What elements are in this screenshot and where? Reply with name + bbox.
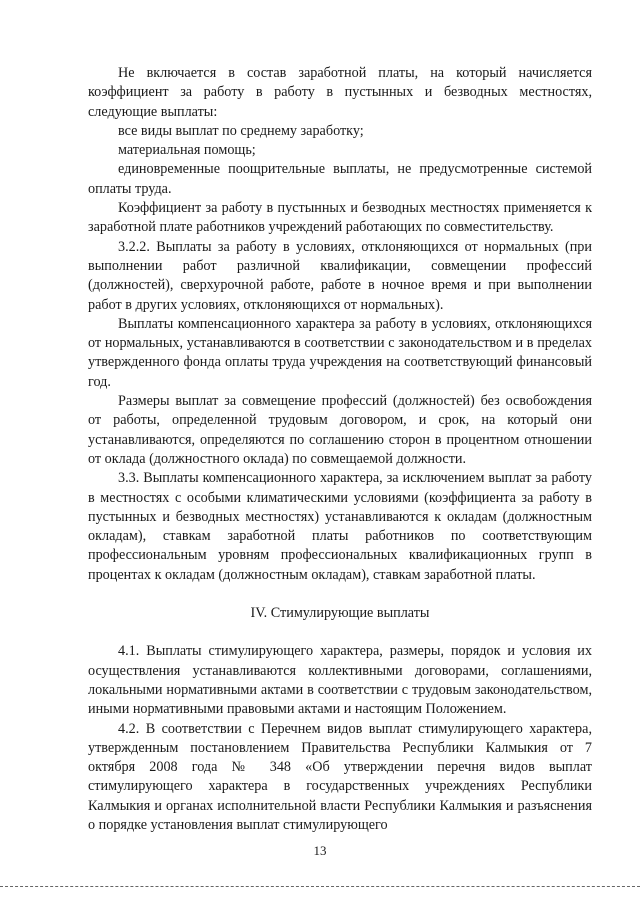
paragraph-3-3: 3.3. Выплаты компенсационного характера, за исключением выплат за работу в местностях с особыми климатическими условиями (коэффициента за работу в пустынных и безводных местностях) устанавливаются к окладам (должностным окладам), ставкам заработной платы работников по соответствующим профессиональным уровням профессиональных квалификационных групп в процентах к окладам (должностным окладам), ставкам заработной платы. [88, 470, 592, 583]
page-number: 13 [313, 843, 327, 858]
paragraph-coefficient-part-time: Коэффициент за работу в пустынных и безводных местностях применяется к заработной плате работников учреждений работающих по совместительству. [88, 200, 592, 236]
list-item-material-aid: материальная помощь; [118, 142, 256, 159]
list-item-average-earnings: все виды выплат по среднему заработку; [118, 122, 364, 139]
section-heading-iv: IV. Стимулирующие выплаты [250, 605, 430, 622]
list-item-one-time-payments: единовременные поощрительные выплаты, не предусмотренные системой оплаты труда. [88, 161, 592, 197]
paragraph-3-2-2: 3.2.2. Выплаты за работу в условиях, отклоняющихся от нормальных (при выполнении работ различной квалификации, совмещении профессий (должностей), сверхурочной работе, работе в ночное время и при выполнении работ в других условиях, отклоняющихся от нормальных). [88, 238, 592, 313]
footer-divider [0, 886, 640, 888]
paragraph-combination-sizes: Размеры выплат за совмещение профессий (должностей) без освобождения от работы, определенной трудовым договором, и срок, на который они устанавливаются, определяются по соглашению сторон в процентном отношении от оклада (должностного оклада) по совмещаемой должности. [88, 393, 592, 467]
paragraph-compensation-payments: Выплаты компенсационного характера за работу в условиях, отклоняющихся от нормальных, устанавливаются в соответствии с законодательством и в пределах утвержденного фонда оплаты труда учреждения на соответствующий финансовый год. [88, 315, 592, 390]
page-content [88, 64, 592, 835]
paragraph-4-1: 4.1. Выплаты стимулирующего характера, размеры, порядок и условия их осуществления устанавливаются коллективными договорами, соглашениями, локальными нормативными актами в соответствии с трудовым законодательством, иными нормативными правовыми актами и настоящим Положением. [88, 643, 592, 718]
paragraph-4-2: 4.2. В соответствии с Перечнем видов выплат стимулирующего характера, утвержденным постановлением Правительства Республики Калмыкия от 7 октября 2008 года № 348 «Об утверждении перечня видов выплат стимулирующего характера в государственных учреждениях Республики Калмыкия и органах исполнительной власти Республики Калмыкия и разъяснения о порядке установления выплат стимулирующего [88, 720, 592, 833]
paragraph-exclusions-intro: Не включается в состав заработной платы, на который начисляется коэффициент за работу в работу в пустынных и безводных местностях, следующие выплаты: [88, 65, 592, 120]
